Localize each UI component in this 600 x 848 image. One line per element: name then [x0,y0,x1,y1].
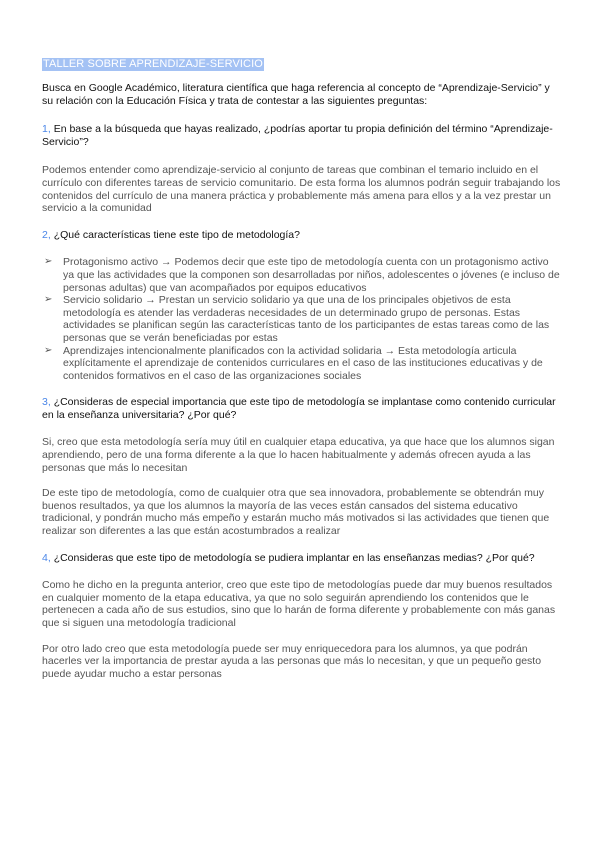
question-1 [42,123,562,148]
arrowhead-bullet-icon: ➢ [44,256,53,268]
question-number: 1, [42,123,51,136]
list-item-text: Protagonismo activo → Podemos decir que este tipo de metodología cuenta con un protagonismo activo ya que las actividades que la componen son desarrolladas por niños, adolescentes o jóvenes (e incluso de personas adultas) que van acompañados por equipos educativos [63,256,560,294]
intro-paragraph: Busca en Google Académico, literatura científica que haga referencia al concepto de “Aprendizaje-Servicio” y su relación con la Educación Física y trata de contestar a las siguientes preguntas: [42,82,550,107]
characteristics-list [42,256,562,382]
question-text: ¿Consideras de especial importancia que este tipo de metodología se implantase como contenido curricular en la enseñanza universitaria? ¿Por qué? [42,396,556,421]
answer-paragraph: De este tipo de metodología, como de cualquier otra que sea innovadora, probablemente se obtendrán muy buenos resultados, ya que los alumnos la mayoría de las veces están cansados del sistema educativo tradicional, y pondrán mucho más empeño y estarán mucho más motivados si las actividades que tienen que realizar son diferentes a las que están acostumbrados a realizar [42,487,550,538]
question-text: ¿Qué características tiene este tipo de metodología? [53,228,300,241]
page-title: TALLER SOBRE APRENDIZAJE-SERVICIO [43,58,263,70]
list-item [42,256,562,294]
answer-paragraph: Si, creo que esta metodología sería muy útil en cualquier etapa educativa, ya que hace que los alumnos sigan aprendiendo, pero de una forma diferente a la que lo hacen habitualmente y además ofrecen ayuda a las personas que más lo necesitan [42,436,555,474]
list-item-text: Servicio solidario → Prestan un servicio solidario ya que una de los principales objetivos de esta metodología es atender las verdaderas necesidades de un determinado grupo de personas. Estas actividades se planifican según las características tanto de los participantes de estas tareas como de las personas que se verán beneficiadas por estas [63,294,550,344]
question-number: 2, [42,228,51,241]
arrowhead-bullet-icon: ➢ [44,294,53,306]
answer-paragraph: Como he dicho en la pregunta anterior, creo que este tipo de metodologías puede dar muy buenos resultados en cualquier momento de la etapa educativa, ya que no solo seguirán aprendiendo los contenidos que le pertenecen a cada año de sus estudios, sino que lo harán de forma diferente y probablemente con más ganas que si siguen una metodología tradicional [42,579,556,629]
answer-paragraph: Podemos entender como aprendizaje-servicio al conjunto de tareas que combinan el temario incluido en el currículo con diferentes tareas de servicio comunitario. De esta forma los alumnos podrán seguir trabajando los contenidos del currículo de una manera práctica y probablemente más amena para ellos y a la vez prestar un servicio a la comunidad [42,164,561,215]
list-item [42,294,562,344]
question-text: En base a la búsqueda que hayas realizado, ¿podrías aportar tu propia definición del término “Aprendizaje-Servicio”? [42,123,553,148]
question-text: ¿Consideras que este tipo de metodología se pudiera implantar en las enseñanzas medias? ¿Por qué? [53,551,535,564]
question-2 [42,229,562,242]
arrowhead-bullet-icon: ➢ [44,344,53,356]
list-item-text: Aprendizajes intencionalmente planificados con la actividad solidaria → Esta metodología articula explícitamente el aprendizaje de contenidos curriculares en el caso de las instituciones educativas y de contenidos formativos en el caso de las organizaciones sociales [63,344,543,382]
question-3 [42,396,562,421]
answer-paragraph: Por otro lado creo que esta metodología puede ser muy enriquecedora para los alumnos, ya que podrán hacerles ver la importancia de prestar ayuda a las personas que más lo necesitan, y que un pequeño gesto puede ayudar mucho a estar personas [42,642,542,680]
question-4 [42,552,562,565]
list-item [42,345,562,383]
question-number: 3, [42,396,51,409]
question-number: 4, [42,551,51,564]
document-body [42,82,562,680]
